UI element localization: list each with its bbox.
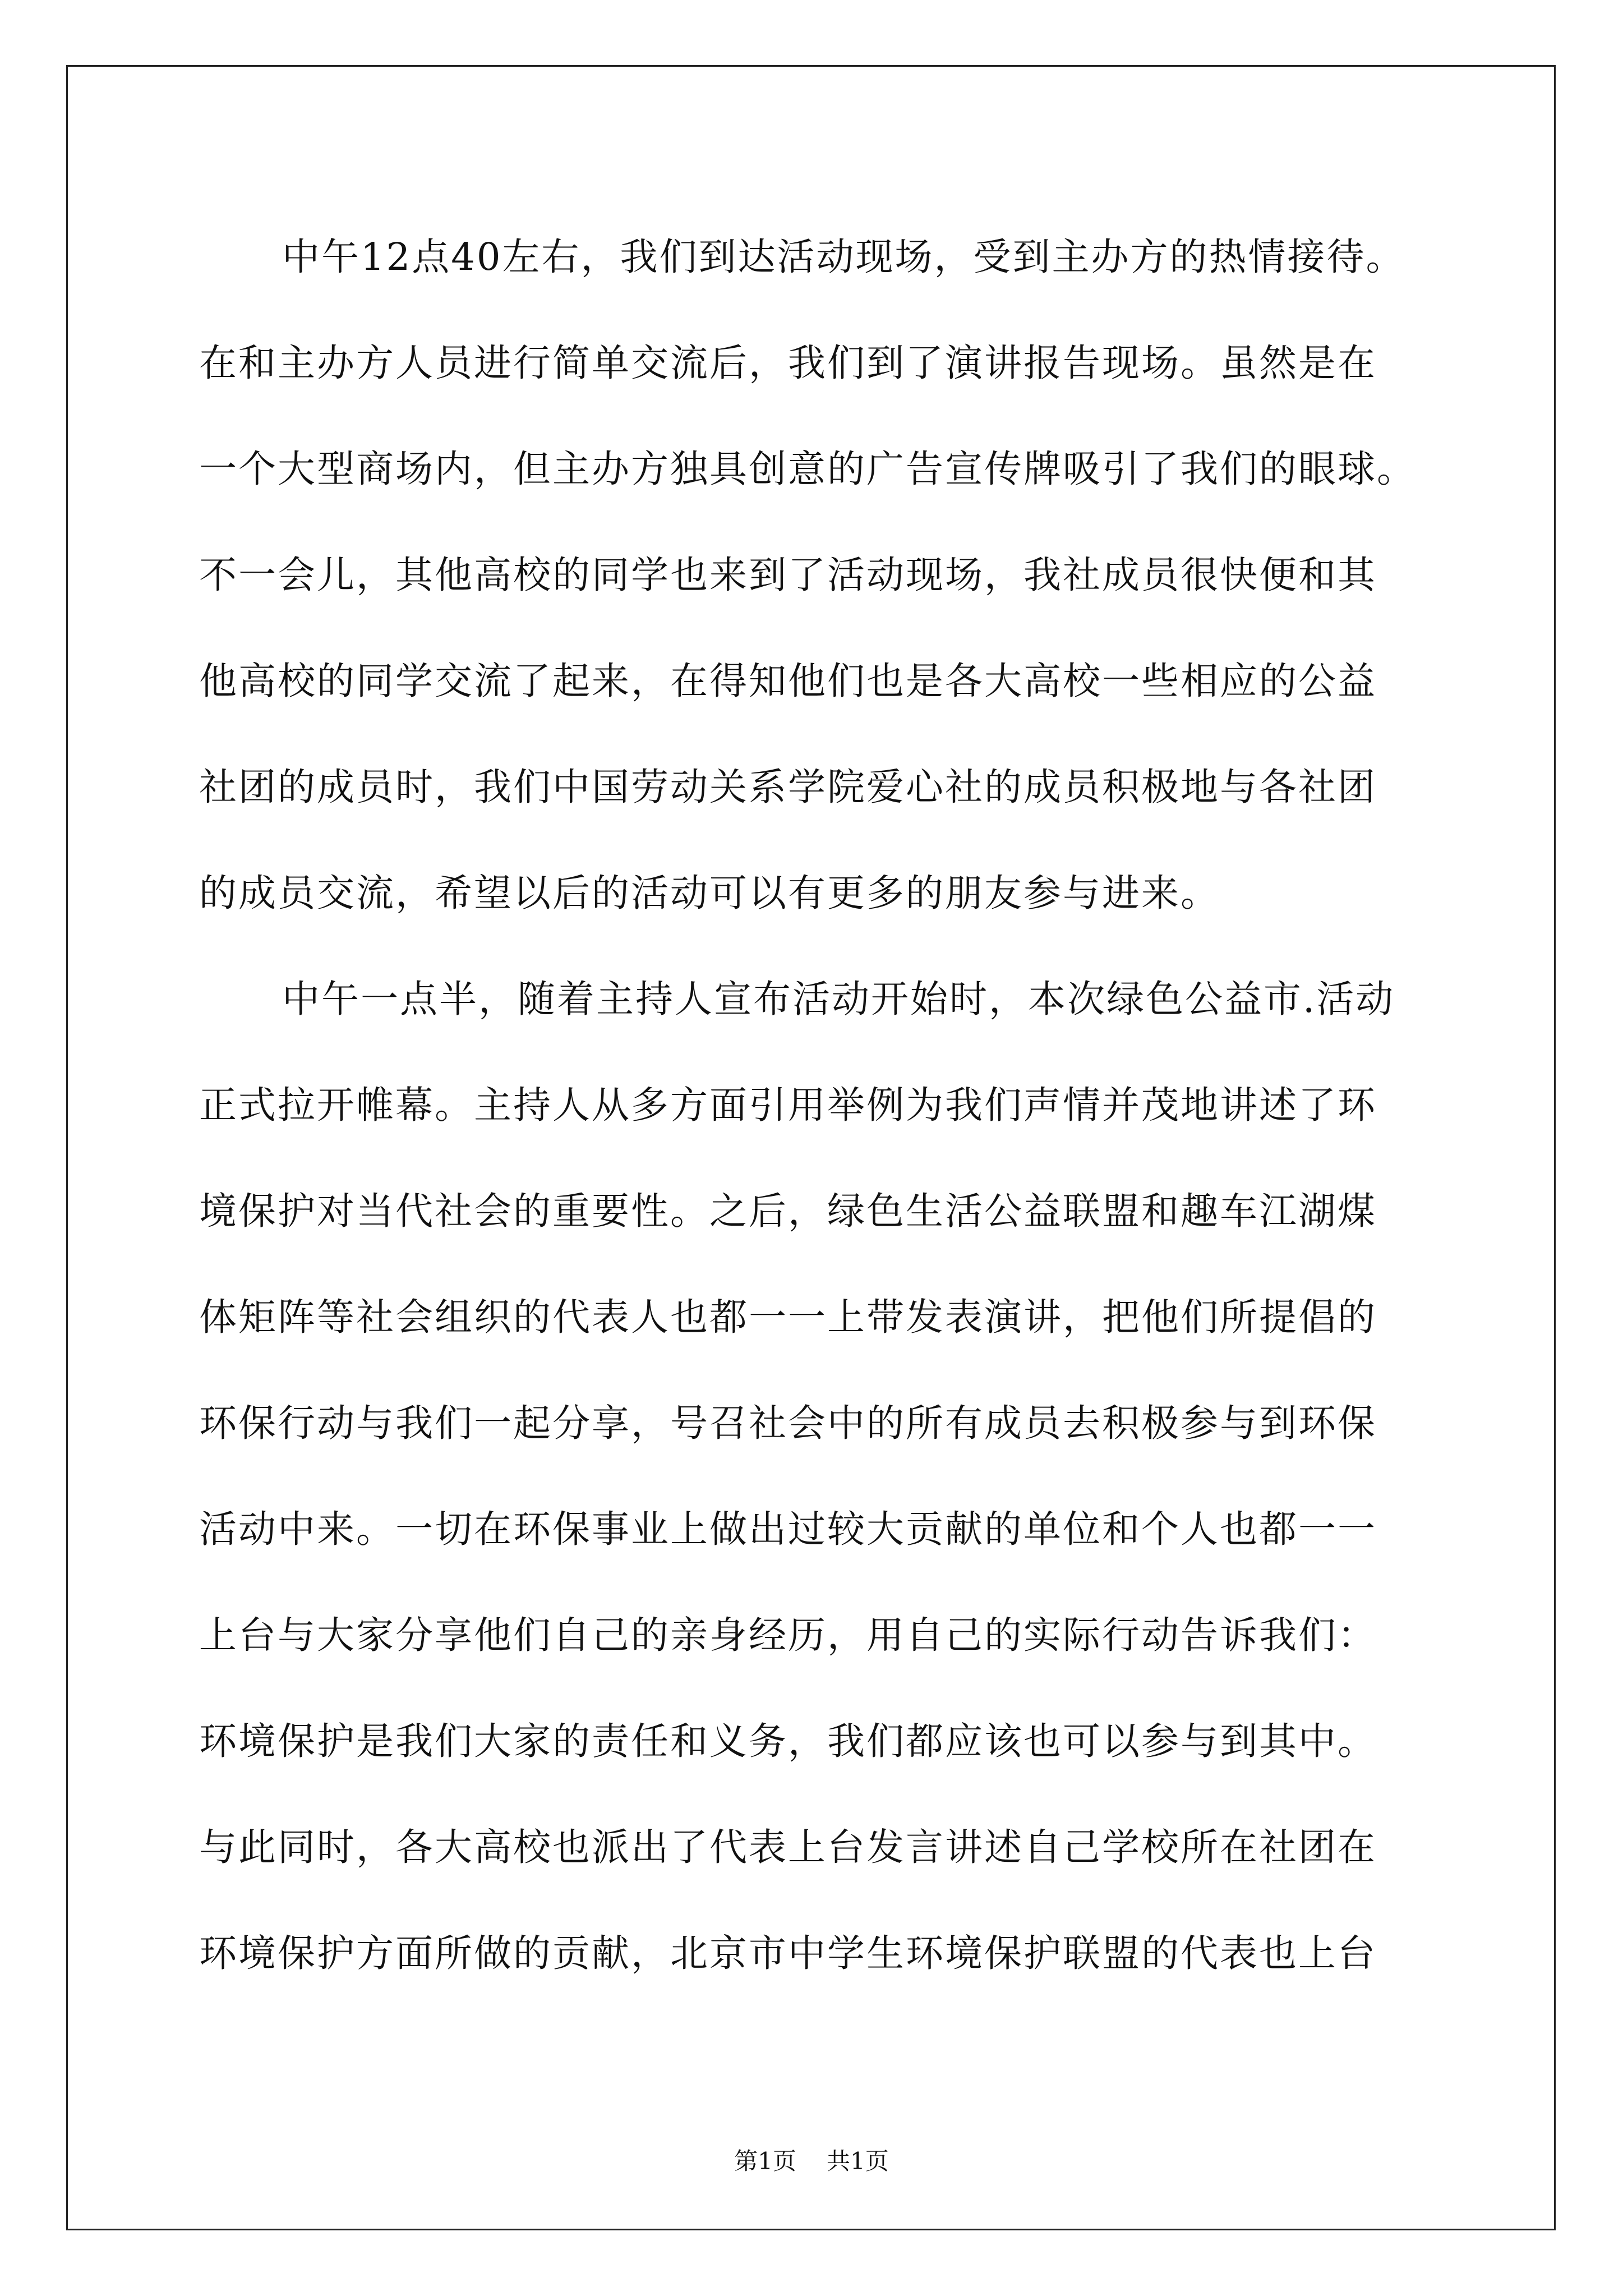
text-line: 在和主办方人员进行简单交流后，我们到了演讲报告现场。虽然是在 [199, 341, 1377, 385]
page-total: 共1页 [827, 2147, 889, 2175]
text-line: 环保行动与我们一起分享，号召社会中的所有成员去积极参与到环保 [199, 1401, 1377, 1445]
page-number: 第1页 [734, 2147, 796, 2175]
text-line: 中午12点40左右，我们到达活动现场，受到主办方的热情接待。 [282, 235, 1405, 279]
text-line: 环境保护方面所做的贡献，北京市中学生环境保护联盟的代表也上台 [199, 1931, 1377, 1975]
text-line: 他高校的同学交流了起来，在得知他们也是各大高校一些相应的公益 [199, 659, 1377, 703]
document-body [199, 204, 1433, 2007]
text-line: 上台与大家分享他们自己的亲身经历，用自己的实际行动告诉我们： [199, 1613, 1377, 1657]
text-line: 正式拉开帷幕。主持人从多方面引用举例为我们声情并茂地讲述了环 [199, 1083, 1377, 1127]
text-line: 环境保护是我们大家的责任和义务，我们都应该也可以参与到其中。 [199, 1719, 1377, 1763]
text-line: 一个大型商场内，但主办方独具创意的广告宣传牌吸引了我们的眼球。 [199, 447, 1416, 491]
page-footer [0, 2143, 1623, 2177]
text-line: 体矩阵等社会组织的代表人也都一一上带发表演讲，把他们所提倡的 [199, 1295, 1377, 1339]
text-line: 不一会儿，其他高校的同学也来到了活动现场，我社成员很快便和其 [199, 553, 1377, 597]
paragraph-1 [199, 204, 1433, 946]
text-line: 活动中来。一切在环保事业上做出过较大贡献的单位和个人也都一一 [199, 1507, 1377, 1551]
text-line: 的成员交流，希望以后的活动可以有更多的朋友参与进来。 [199, 871, 1220, 915]
text-line: 境保护对当代社会的重要性。之后，绿色生活公益联盟和趣车江湖煤 [199, 1189, 1377, 1233]
text-line: 与此同时，各大高校也派出了代表上台发言讲述自己学校所在社团在 [199, 1825, 1377, 1869]
text-line: 社团的成员时，我们中国劳动关系学院爱心社的成员积极地与各社团 [199, 765, 1377, 809]
paragraph-2 [199, 946, 1433, 2007]
text-line: 中午一点半，随着主持人宣布活动开始时，本次绿色公益市.活动 [282, 977, 1395, 1021]
